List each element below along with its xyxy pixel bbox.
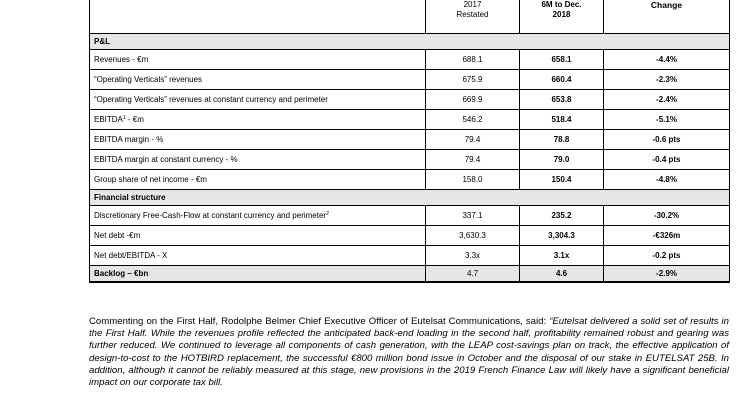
value-change: -4.4% xyxy=(604,50,730,70)
section-financial-structure xyxy=(90,190,730,206)
row-label: EBITDA margin - % xyxy=(90,130,426,150)
table-row xyxy=(90,226,730,246)
footnote-marker: 1 xyxy=(122,114,126,121)
table-row xyxy=(90,246,730,266)
header-change: Change xyxy=(604,0,730,34)
value-2018: 4.6 xyxy=(520,266,604,283)
value-2017: 158.0 xyxy=(426,170,520,190)
row-label-text: Discretionary Free-Cash-Flow at constant currency and perimeter xyxy=(94,210,327,220)
value-2017: 337.1 xyxy=(426,206,520,226)
value-2018: 518.4 xyxy=(520,110,604,130)
header-2018 xyxy=(520,0,604,34)
value-change: -30.2% xyxy=(604,206,730,226)
value-change: -2.9% xyxy=(604,266,730,283)
row-label: “Operating Verticals” revenues xyxy=(90,70,426,90)
value-2018: 79.0 xyxy=(520,150,604,170)
value-2018: 78.8 xyxy=(520,130,604,150)
table-row xyxy=(90,206,730,226)
table-row xyxy=(90,130,730,150)
value-2017: 669.9 xyxy=(426,90,520,110)
header-2017 xyxy=(426,0,520,34)
value-2018: 150.4 xyxy=(520,170,604,190)
value-2017: 79.4 xyxy=(426,150,520,170)
value-2017: 546.2 xyxy=(426,110,520,130)
row-label: Backlog – €bn xyxy=(90,266,426,283)
row-label: Net debt/EBITDA - X xyxy=(90,246,426,266)
header-2018-year: 2018 xyxy=(552,10,571,19)
section-title: P&L xyxy=(90,34,730,50)
value-2018: 235.2 xyxy=(520,206,604,226)
value-change: -2.4% xyxy=(604,90,730,110)
ceo-commentary xyxy=(89,316,729,389)
value-2018: 3,304.3 xyxy=(520,226,604,246)
row-label: “Operating Verticals” revenues at constant currency and perimeter xyxy=(90,90,426,110)
value-change: -4.8% xyxy=(604,170,730,190)
value-change: -0.2 pts xyxy=(604,246,730,266)
row-label xyxy=(90,110,426,130)
header-2017-restated: Restated xyxy=(456,10,489,19)
commentary-quote: “Eutelsat delivered a solid set of results in the First Half. While the revenues profile reflected the anticipated back-end loading in the second half, profitability remained robust and gearing was further reduced. We continued to leverage all components of cash generation, with the LEAP cost-savings plan on track, the effective application of design-to-cost to the HOTBIRD replacement, the successful €800 million bond issue in October and the disposal of our stake in EUTELSAT 25B. In addition, although it cannot be reliably measured at this stage, new provisions in the 2019 French Finance Law will likely have a significant beneficial impact on our corporate tax bill. xyxy=(89,316,729,389)
value-change: -€326m xyxy=(604,226,730,246)
table-header-row xyxy=(90,0,730,34)
table-row xyxy=(90,150,730,170)
value-2018: 658.1 xyxy=(520,50,604,70)
row-label: EBITDA margin at constant currency - % xyxy=(90,150,426,170)
section-title: Financial structure xyxy=(90,190,730,206)
row-label: Net debt -€m xyxy=(90,226,426,246)
commentary-intro: Commenting on the First Half, Rodolphe Belmer Chief Executive Officer of Eutelsat Communications, said: xyxy=(89,316,550,327)
table-row xyxy=(90,90,730,110)
table-row xyxy=(90,170,730,190)
header-2018-period: 6M to Dec. xyxy=(541,0,582,9)
value-2017: 688.1 xyxy=(426,50,520,70)
value-change: -2.3% xyxy=(604,70,730,90)
header-label-cell xyxy=(90,0,426,34)
value-2017: 4.7 xyxy=(426,266,520,283)
value-2017: 79.4 xyxy=(426,130,520,150)
value-2018: 660.4 xyxy=(520,70,604,90)
row-label: Group share of net income - €m xyxy=(90,170,426,190)
table-row xyxy=(90,50,730,70)
value-2017: 675.9 xyxy=(426,70,520,90)
value-2017: 3,630.3 xyxy=(426,226,520,246)
row-label-text: EBITDA xyxy=(94,114,123,124)
financial-results-table xyxy=(89,0,730,283)
value-2017: 3.3x xyxy=(426,246,520,266)
footnote-marker: 2 xyxy=(326,210,329,217)
value-2018: 653.8 xyxy=(520,90,604,110)
header-2017-year: 2017 xyxy=(463,0,482,9)
value-change: -0.4 pts xyxy=(604,150,730,170)
table-row xyxy=(90,110,730,130)
value-change: -5.1% xyxy=(604,110,730,130)
value-change: -0.6 pts xyxy=(604,130,730,150)
table-row-backlog xyxy=(90,266,730,283)
table-row xyxy=(90,70,730,90)
value-2018: 3.1x xyxy=(520,246,604,266)
row-label: Revenues - €m xyxy=(90,50,426,70)
row-label xyxy=(90,206,426,226)
row-label-unit: - €m xyxy=(125,114,144,124)
section-pl xyxy=(90,34,730,50)
